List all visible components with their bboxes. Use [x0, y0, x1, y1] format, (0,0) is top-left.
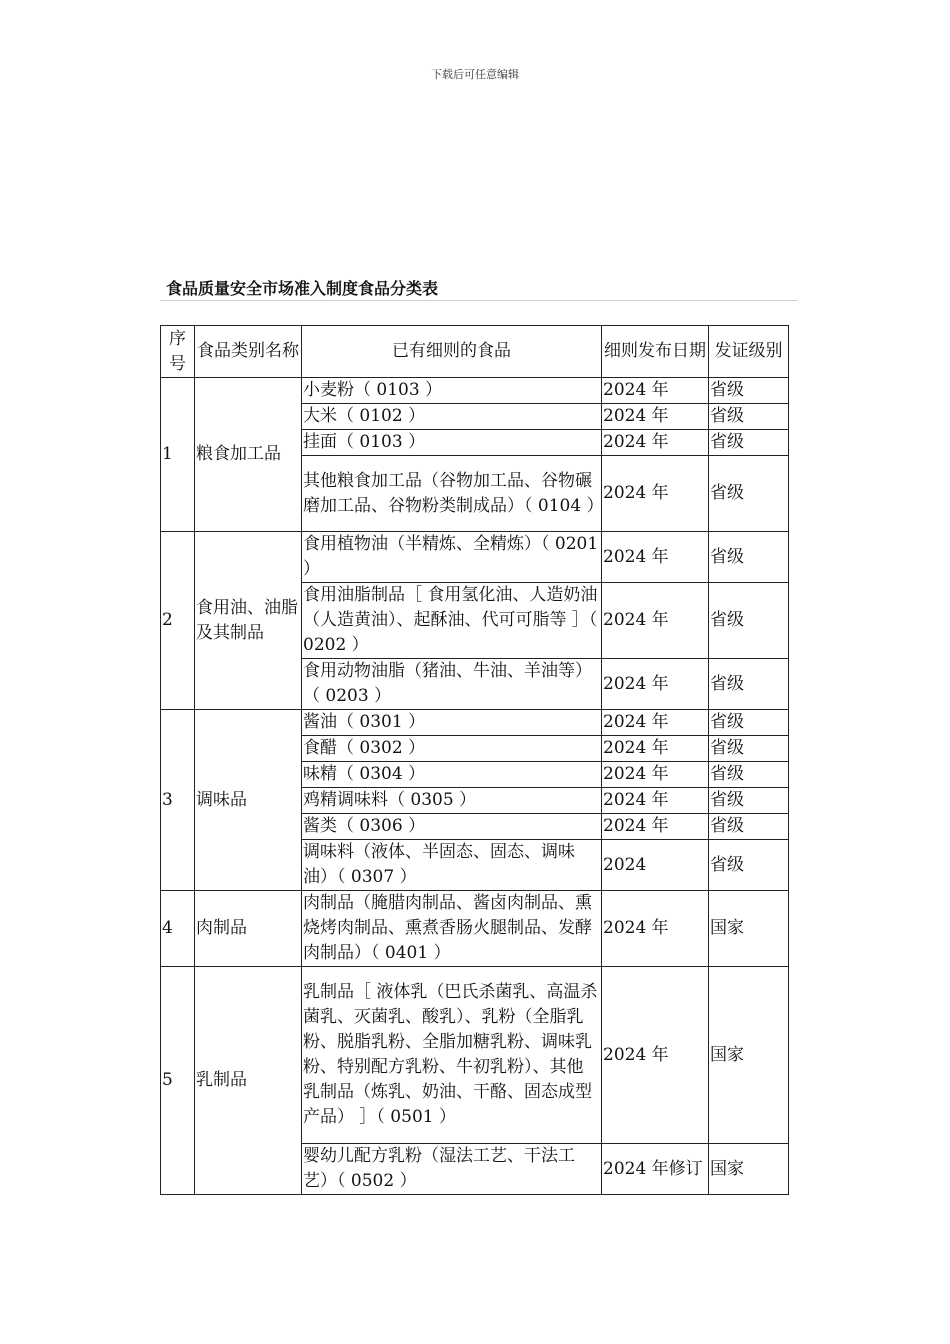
table-row	[161, 378, 789, 404]
title-divider	[160, 300, 798, 301]
product-cell: 食醋（ 0302 ）	[302, 736, 602, 762]
table-row	[161, 710, 789, 736]
date-cell: 2024 年	[602, 891, 709, 967]
level-cell: 国家	[709, 1144, 789, 1195]
header-idx: 序号	[161, 326, 195, 378]
table-row	[161, 532, 789, 583]
table-body	[161, 378, 789, 1195]
level-cell: 省级	[709, 814, 789, 840]
product-cell: 婴幼儿配方乳粉（湿法工艺、干法工艺）（ 0502 ）	[302, 1144, 602, 1195]
document-title: 食品质量安全市场准入制度食品分类表	[166, 279, 439, 298]
level-cell: 省级	[709, 788, 789, 814]
product-cell: 食用油脂制品［ 食用氢化油、人造奶油（人造黄油）、起酥油、代可可脂等 ］（ 0202 ）	[302, 583, 602, 659]
food-category-table	[160, 325, 789, 1195]
level-cell: 省级	[709, 840, 789, 891]
level-cell: 国家	[709, 967, 789, 1144]
table-header-row	[161, 326, 789, 378]
date-cell: 2024 年	[602, 404, 709, 430]
product-cell: 肉制品（腌腊肉制品、酱卤肉制品、熏烧烤肉制品、熏煮香肠火腿制品、发酵肉制品）（ 0401 ）	[302, 891, 602, 967]
date-cell: 2024 年	[602, 762, 709, 788]
group-category: 粮食加工品	[195, 378, 302, 532]
group-index: 1	[161, 378, 195, 532]
date-cell: 2024 年修订	[602, 1144, 709, 1195]
date-cell: 2024 年	[602, 430, 709, 456]
level-cell: 省级	[709, 378, 789, 404]
header-category: 食品类别名称	[195, 326, 302, 378]
group-category: 调味品	[195, 710, 302, 891]
header-products: 已有细则的食品	[302, 326, 602, 378]
level-cell: 省级	[709, 404, 789, 430]
header-date: 细则发布日期	[602, 326, 709, 378]
date-cell: 2024	[602, 840, 709, 891]
date-cell: 2024 年	[602, 583, 709, 659]
date-cell: 2024 年	[602, 710, 709, 736]
product-cell: 小麦粉（ 0103 ）	[302, 378, 602, 404]
level-cell: 省级	[709, 736, 789, 762]
group-category: 肉制品	[195, 891, 302, 967]
group-index: 5	[161, 967, 195, 1195]
group-index: 4	[161, 891, 195, 967]
product-cell: 鸡精调味料（ 0305 ）	[302, 788, 602, 814]
date-cell: 2024 年	[602, 736, 709, 762]
date-cell: 2024 年	[602, 814, 709, 840]
level-cell: 省级	[709, 430, 789, 456]
group-index: 3	[161, 710, 195, 891]
table-row	[161, 891, 789, 967]
product-cell: 调味料（液体、半固态、固态、调味油）（ 0307 ）	[302, 840, 602, 891]
product-cell: 食用植物油（半精炼、全精炼）（ 0201 ）	[302, 532, 602, 583]
group-category: 乳制品	[195, 967, 302, 1195]
level-cell: 国家	[709, 891, 789, 967]
page-header-note: 下载后可任意编辑	[431, 68, 519, 81]
header-level: 发证级别	[709, 326, 789, 378]
level-cell: 省级	[709, 532, 789, 583]
level-cell: 省级	[709, 710, 789, 736]
product-cell: 大米（ 0102 ）	[302, 404, 602, 430]
product-cell: 味精（ 0304 ）	[302, 762, 602, 788]
product-cell: 酱油（ 0301 ）	[302, 710, 602, 736]
level-cell: 省级	[709, 762, 789, 788]
product-cell: 挂面（ 0103 ）	[302, 430, 602, 456]
level-cell: 省级	[709, 659, 789, 710]
date-cell: 2024 年	[602, 659, 709, 710]
level-cell: 省级	[709, 583, 789, 659]
table-row	[161, 967, 789, 1144]
product-cell: 酱类（ 0306 ）	[302, 814, 602, 840]
product-cell: 其他粮食加工品（谷物加工品、谷物碾磨加工品、谷物粉类制成品）（ 0104 ）	[302, 456, 602, 532]
date-cell: 2024 年	[602, 967, 709, 1144]
group-index: 2	[161, 532, 195, 710]
date-cell: 2024 年	[602, 532, 709, 583]
date-cell: 2024 年	[602, 456, 709, 532]
group-category: 食用油、油脂及其制品	[195, 532, 302, 710]
product-cell: 乳制品［ 液体乳（巴氏杀菌乳、高温杀菌乳、灭菌乳、酸乳）、乳粉（全脂乳粉、脱脂乳粉、全脂加糖乳粉、调味乳粉、特别配方乳粉、牛初乳粉）、其他乳制品（炼乳、奶油、干酪、固态成型产品） ］（ 0501 ）	[302, 967, 602, 1144]
product-cell: 食用动物油脂（猪油、牛油、羊油等）（ 0203 ）	[302, 659, 602, 710]
level-cell: 省级	[709, 456, 789, 532]
date-cell: 2024 年	[602, 378, 709, 404]
date-cell: 2024 年	[602, 788, 709, 814]
